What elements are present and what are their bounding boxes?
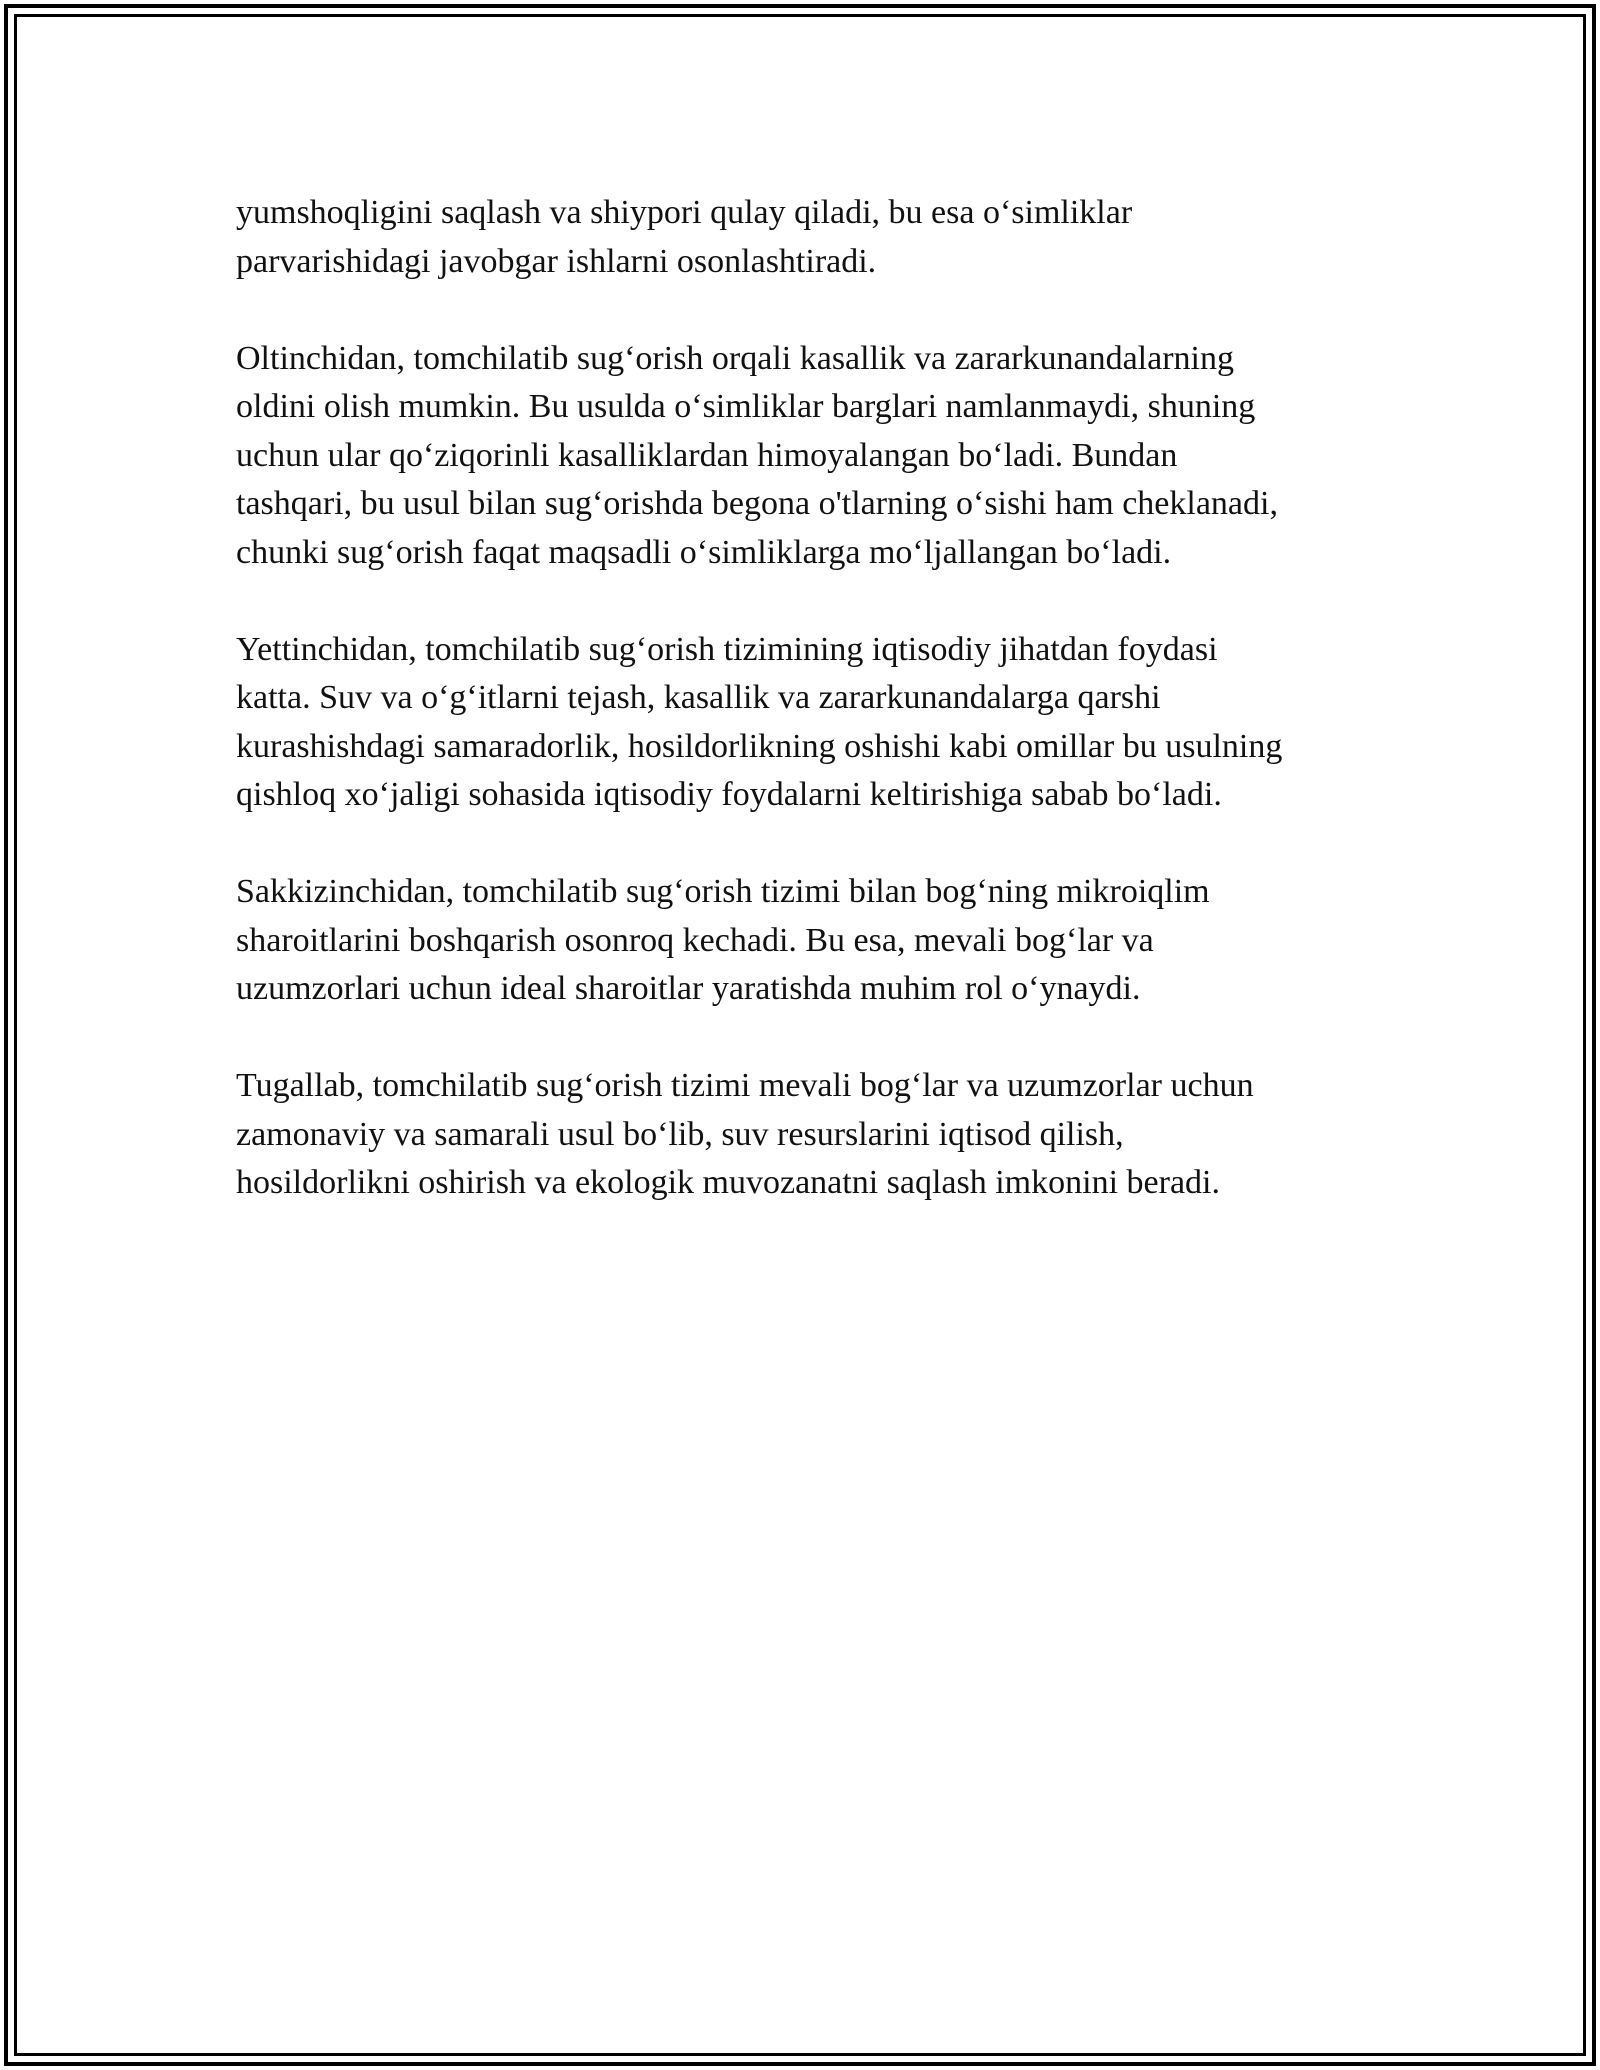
text-line: uzumzorlari uchun ideal sharoitlar yaratishda muhim rol o‘ynaydi. xyxy=(236,970,1141,1007)
text-line: Tugallab, tomchilatib sug‘orish tizimi mevali bog‘lar va uzumzorlar uchun xyxy=(236,1067,1254,1104)
text-line: chunki sug‘orish faqat maqsadli o‘simliklarga mo‘ljallangan bo‘ladi. xyxy=(236,533,1172,571)
paragraph xyxy=(236,189,1396,286)
text-line: Oltinchidan, tomchilatib sug‘orish orqali kasallik va zararkunandalarning xyxy=(236,339,1234,377)
paragraph xyxy=(236,1062,1396,1208)
paragraph xyxy=(236,868,1396,1014)
document-body xyxy=(236,189,1396,1256)
text-line: yumshoqligini saqlash va shiypori qulay qiladi, bu esa o‘simliklar xyxy=(236,194,1133,231)
text-line: Sakkizinchidan, tomchilatib sug‘orish tizimi bilan bog‘ning mikroiqlim xyxy=(236,873,1210,910)
text-line: parvarishidagi javobgar ishlarni osonlashtiradi. xyxy=(236,242,877,280)
text-line: zamonaviy va samarali usul bo‘lib, suv resurslarini iqtisod qilish, xyxy=(236,1115,1124,1153)
text-line: sharoitlarini boshqarish osonroq kechadi. Bu esa, mevali bog‘lar va xyxy=(236,921,1154,959)
text-line: Yettinchidan, tomchilatib sug‘orish tizimining iqtisodiy jihatdan foydasi xyxy=(236,630,1218,668)
text-line: uchun ular qo‘ziqorinli kasalliklardan himoyalangan bo‘ladi. Bundan xyxy=(236,436,1178,474)
text-line: kurashishdagi samaradorlik, hosildorlikning oshishi kabi omillar bu usulning xyxy=(236,727,1283,765)
paragraph xyxy=(236,626,1396,820)
text-line: katta. Suv va o‘g‘itlarni tejash, kasallik va zararkunandalarga qarshi xyxy=(236,679,1161,716)
text-line: hosildorlikni oshirish va ekologik muvozanatni saqlash imkonini beradi. xyxy=(236,1164,1220,1201)
text-line: qishloq xo‘jaligi sohasida iqtisodiy foydalarni keltirishiga sabab bo‘ladi. xyxy=(236,776,1222,813)
text-line: tashqari, bu usul bilan sug‘orishda begona o'tlarning o‘sishi ham cheklanadi, xyxy=(236,485,1278,522)
text-line: oldini olish mumkin. Bu usulda o‘simliklar barglari namlanmaydi, shuning xyxy=(236,388,1256,425)
paragraph xyxy=(236,335,1396,578)
